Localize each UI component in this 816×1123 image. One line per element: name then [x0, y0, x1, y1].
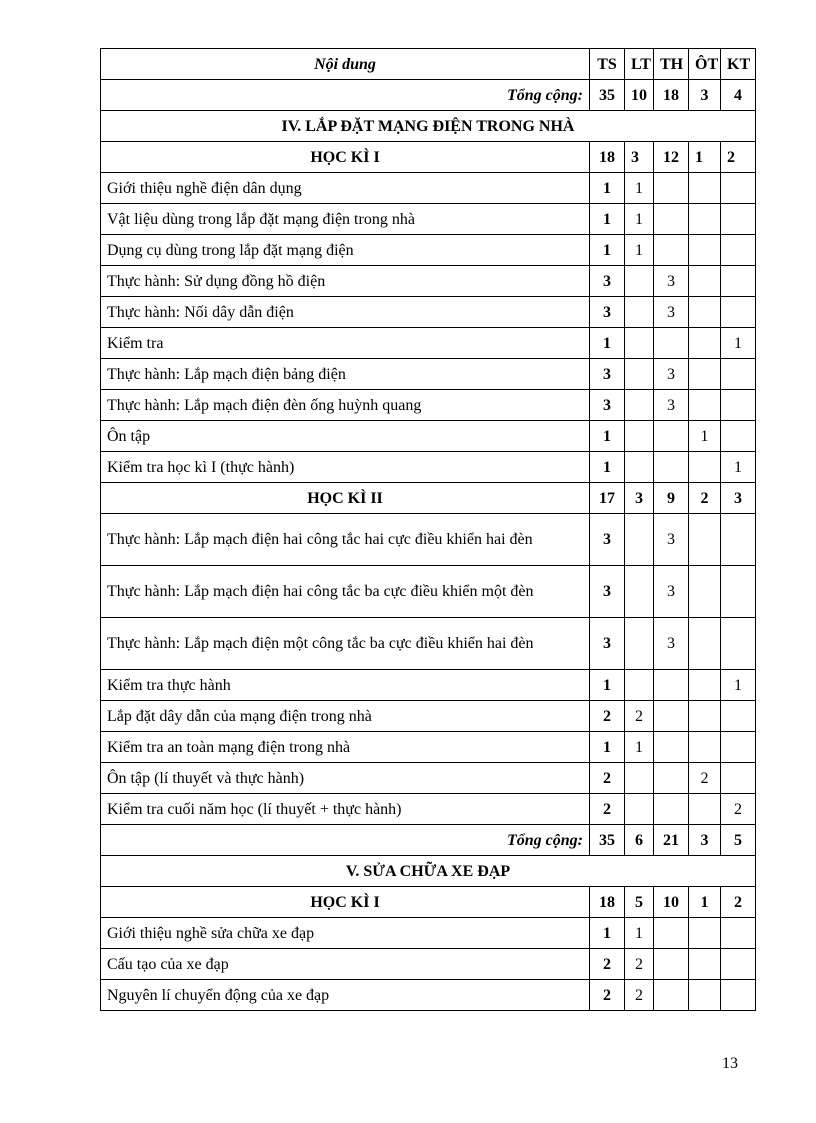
lesson-kt	[721, 980, 756, 1011]
lesson-name: Kiểm tra học kì I (thực hành)	[101, 452, 590, 483]
lesson-row	[101, 421, 756, 452]
lesson-kt	[721, 514, 756, 566]
lesson-ts: 3	[590, 297, 625, 328]
lesson-row	[101, 794, 756, 825]
lesson-name: Thực hành: Lắp mạch điện hai công tắc ba cực điều khiển một đèn	[101, 566, 590, 618]
lesson-lt	[625, 359, 654, 390]
lesson-kt	[721, 266, 756, 297]
lesson-ot	[689, 566, 721, 618]
lesson-row	[101, 204, 756, 235]
lesson-th: 3	[654, 618, 689, 670]
lesson-ts: 1	[590, 421, 625, 452]
lesson-ot	[689, 359, 721, 390]
section-v-term1-row	[101, 887, 756, 918]
lesson-lt	[625, 514, 654, 566]
section-v-row	[101, 856, 756, 887]
lesson-name: Lắp đặt dây dẫn của mạng điện trong nhà	[101, 701, 590, 732]
lesson-ot	[689, 949, 721, 980]
lesson-th: 3	[654, 297, 689, 328]
curriculum-table	[100, 48, 756, 1011]
header-lt: LT	[625, 49, 654, 80]
lesson-kt: 1	[721, 328, 756, 359]
lesson-ts: 1	[590, 732, 625, 763]
lesson-ts: 1	[590, 452, 625, 483]
lesson-row	[101, 328, 756, 359]
lesson-ts: 2	[590, 701, 625, 732]
section-total-ot: 3	[689, 825, 721, 856]
lesson-row	[101, 949, 756, 980]
lesson-row	[101, 732, 756, 763]
term-ts: 18	[590, 142, 625, 173]
lesson-th	[654, 980, 689, 1011]
term-th: 9	[654, 483, 689, 514]
lesson-kt	[721, 732, 756, 763]
lesson-kt	[721, 297, 756, 328]
lesson-th: 3	[654, 566, 689, 618]
lesson-kt	[721, 949, 756, 980]
lesson-ot	[689, 390, 721, 421]
lesson-ts: 1	[590, 328, 625, 359]
lesson-row	[101, 173, 756, 204]
lesson-name: Cấu tạo của xe đạp	[101, 949, 590, 980]
lesson-kt	[721, 421, 756, 452]
lesson-th	[654, 918, 689, 949]
lesson-ts: 1	[590, 173, 625, 204]
term-lt: 5	[625, 887, 654, 918]
lesson-lt	[625, 297, 654, 328]
lesson-name: Vật liệu dùng trong lắp đặt mạng điện trong nhà	[101, 204, 590, 235]
lesson-row	[101, 980, 756, 1011]
lesson-th	[654, 701, 689, 732]
lesson-row	[101, 763, 756, 794]
section-iv-term1-row	[101, 142, 756, 173]
lesson-ot	[689, 328, 721, 359]
lesson-lt	[625, 763, 654, 794]
lesson-th	[654, 204, 689, 235]
lesson-ts: 2	[590, 949, 625, 980]
section-v-title: V. SỬA CHỮA XE ĐẠP	[101, 856, 756, 887]
lesson-lt	[625, 566, 654, 618]
section-total-kt: 5	[721, 825, 756, 856]
lesson-row	[101, 452, 756, 483]
lesson-kt	[721, 390, 756, 421]
term-ot: 1	[689, 887, 721, 918]
lesson-kt: 1	[721, 452, 756, 483]
term-title: HỌC KÌ I	[101, 142, 590, 173]
lesson-ot	[689, 618, 721, 670]
term-ot: 1	[689, 142, 721, 173]
lesson-ot	[689, 173, 721, 204]
lesson-ot	[689, 266, 721, 297]
lesson-ot: 1	[689, 421, 721, 452]
grand-total-lt: 10	[625, 80, 654, 111]
lesson-lt	[625, 452, 654, 483]
header-row	[101, 49, 756, 80]
lesson-row	[101, 701, 756, 732]
lesson-name: Thực hành: Lắp mạch điện bảng điện	[101, 359, 590, 390]
section-total-lt: 6	[625, 825, 654, 856]
lesson-th	[654, 235, 689, 266]
term-kt: 3	[721, 483, 756, 514]
lesson-row	[101, 670, 756, 701]
lesson-row	[101, 618, 756, 670]
lesson-lt: 1	[625, 918, 654, 949]
lesson-kt: 2	[721, 794, 756, 825]
lesson-lt: 1	[625, 173, 654, 204]
lesson-ts: 1	[590, 670, 625, 701]
lesson-ot	[689, 514, 721, 566]
lesson-kt	[721, 618, 756, 670]
lesson-ot	[689, 918, 721, 949]
lesson-lt	[625, 794, 654, 825]
section-iv-row	[101, 111, 756, 142]
lesson-ts: 3	[590, 266, 625, 297]
lesson-name: Kiểm tra	[101, 328, 590, 359]
lesson-ts: 2	[590, 980, 625, 1011]
term-ts: 18	[590, 887, 625, 918]
lesson-ts: 3	[590, 566, 625, 618]
lesson-row	[101, 514, 756, 566]
lesson-lt: 2	[625, 980, 654, 1011]
lesson-kt	[721, 763, 756, 794]
term-th: 10	[654, 887, 689, 918]
page-number: 13	[722, 1055, 738, 1072]
grand-total-label: Tổng cộng:	[101, 80, 590, 111]
lesson-ts: 2	[590, 763, 625, 794]
lesson-name: Thực hành: Lắp mạch điện hai công tắc hai cực điều khiển hai đèn	[101, 514, 590, 566]
lesson-th	[654, 452, 689, 483]
lesson-lt	[625, 390, 654, 421]
lesson-kt: 1	[721, 670, 756, 701]
header-kt: KT	[721, 49, 756, 80]
lesson-name: Giới thiệu nghề điện dân dụng	[101, 173, 590, 204]
grand-total-kt: 4	[721, 80, 756, 111]
header-content: Nội dung	[101, 49, 590, 80]
term-kt: 2	[721, 887, 756, 918]
lesson-name: Giới thiệu nghề sửa chữa xe đạp	[101, 918, 590, 949]
lesson-ot	[689, 452, 721, 483]
lesson-name: Ôn tập	[101, 421, 590, 452]
lesson-kt	[721, 204, 756, 235]
lesson-name: Kiểm tra thực hành	[101, 670, 590, 701]
lesson-lt: 1	[625, 204, 654, 235]
header-ot: ÔT	[689, 49, 721, 80]
lesson-name: Ôn tập (lí thuyết và thực hành)	[101, 763, 590, 794]
lesson-th	[654, 763, 689, 794]
lesson-th	[654, 732, 689, 763]
lesson-lt	[625, 266, 654, 297]
lesson-kt	[721, 701, 756, 732]
section-iv-term2-row	[101, 483, 756, 514]
grand-total-ts: 35	[590, 80, 625, 111]
term-ts: 17	[590, 483, 625, 514]
lesson-th	[654, 794, 689, 825]
lesson-row	[101, 359, 756, 390]
lesson-lt: 2	[625, 949, 654, 980]
lesson-lt: 1	[625, 732, 654, 763]
lesson-name: Thực hành: Lắp mạch điện đèn ống huỳnh quang	[101, 390, 590, 421]
lesson-lt: 1	[625, 235, 654, 266]
lesson-name: Thực hành: Lắp mạch điện một công tắc ba cực điều khiển hai đèn	[101, 618, 590, 670]
lesson-ot	[689, 732, 721, 763]
lesson-ts: 1	[590, 204, 625, 235]
lesson-kt	[721, 566, 756, 618]
lesson-ot	[689, 980, 721, 1011]
lesson-th	[654, 670, 689, 701]
lesson-th	[654, 949, 689, 980]
grand-total-ot: 3	[689, 80, 721, 111]
section-iv-total-row	[101, 825, 756, 856]
term-title: HỌC KÌ II	[101, 483, 590, 514]
lesson-ts: 3	[590, 514, 625, 566]
lesson-lt	[625, 618, 654, 670]
header-ts: TS	[590, 49, 625, 80]
term-lt: 3	[625, 142, 654, 173]
lesson-kt	[721, 173, 756, 204]
lesson-name: Dụng cụ dùng trong lắp đặt mạng điện	[101, 235, 590, 266]
lesson-name: Thực hành: Nối dây dẫn điện	[101, 297, 590, 328]
lesson-ot	[689, 670, 721, 701]
grand-total-th: 18	[654, 80, 689, 111]
lesson-ts: 3	[590, 618, 625, 670]
lesson-ot	[689, 204, 721, 235]
lesson-ot	[689, 794, 721, 825]
lesson-row	[101, 566, 756, 618]
lesson-row	[101, 235, 756, 266]
lesson-ot	[689, 701, 721, 732]
lesson-ot	[689, 297, 721, 328]
lesson-name: Kiểm tra an toàn mạng điện trong nhà	[101, 732, 590, 763]
section-total-ts: 35	[590, 825, 625, 856]
lesson-th: 3	[654, 514, 689, 566]
lesson-th: 3	[654, 266, 689, 297]
lesson-name: Kiểm tra cuối năm học (lí thuyết + thực hành)	[101, 794, 590, 825]
lesson-row	[101, 390, 756, 421]
lesson-ts: 1	[590, 918, 625, 949]
lesson-th	[654, 173, 689, 204]
term-kt: 2	[721, 142, 756, 173]
lesson-kt	[721, 235, 756, 266]
term-lt: 3	[625, 483, 654, 514]
lesson-ts: 2	[590, 794, 625, 825]
lesson-lt	[625, 328, 654, 359]
lesson-row	[101, 918, 756, 949]
section-iv-title: IV. LẮP ĐẶT MẠNG ĐIỆN TRONG NHÀ	[101, 111, 756, 142]
lesson-kt	[721, 359, 756, 390]
lesson-th: 3	[654, 359, 689, 390]
lesson-row	[101, 297, 756, 328]
term-th: 12	[654, 142, 689, 173]
lesson-ts: 3	[590, 359, 625, 390]
term-title: HỌC KÌ I	[101, 887, 590, 918]
lesson-lt	[625, 670, 654, 701]
header-th: TH	[654, 49, 689, 80]
grand-total-row	[101, 80, 756, 111]
term-ot: 2	[689, 483, 721, 514]
lesson-row	[101, 266, 756, 297]
lesson-ts: 1	[590, 235, 625, 266]
lesson-ts: 3	[590, 390, 625, 421]
lesson-ot	[689, 235, 721, 266]
lesson-th: 3	[654, 390, 689, 421]
section-total-label: Tổng cộng:	[101, 825, 590, 856]
lesson-lt: 2	[625, 701, 654, 732]
lesson-name: Thực hành: Sử dụng đồng hồ điện	[101, 266, 590, 297]
lesson-ot: 2	[689, 763, 721, 794]
lesson-kt	[721, 918, 756, 949]
lesson-name: Nguyên lí chuyển động của xe đạp	[101, 980, 590, 1011]
lesson-lt	[625, 421, 654, 452]
lesson-th	[654, 328, 689, 359]
lesson-th	[654, 421, 689, 452]
section-total-th: 21	[654, 825, 689, 856]
